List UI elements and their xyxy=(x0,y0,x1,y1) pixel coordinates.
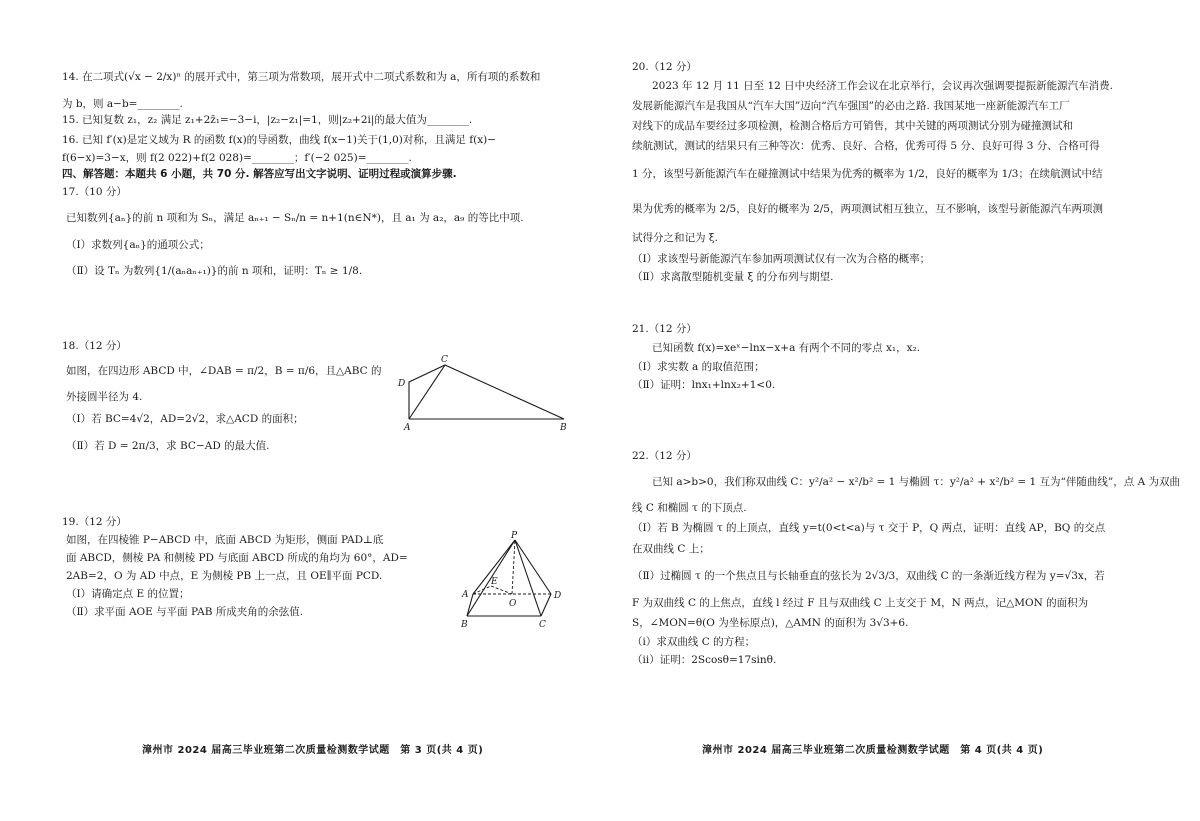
q18-line: 18.（12 分） xyxy=(62,340,127,352)
label-p: P xyxy=(511,531,518,541)
section-4-heading: 四、解答题：本题共 6 小题，共 70 分. 解答应写出文字说明、证明过程或演算步骤. xyxy=(62,168,457,180)
figure-quadrilateral-abcd xyxy=(392,352,577,434)
q22-line: （Ⅱ）过椭圆 τ 的一个焦点且与长轴垂直的弦长为 2√3/3，双曲线 C 的一条渐近线方程为 y=√3x，若 xyxy=(632,570,1105,582)
q19-line: 19.（12 分） xyxy=(62,516,127,528)
question-16 xyxy=(62,131,496,167)
q21-line: （Ⅱ）证明：lnx₁+lnx₂+1<0. xyxy=(632,379,776,391)
q17-line: 已知数列{aₙ}的前 n 项和为 Sₙ，满足 aₙ₊₁ − Sₙ/n = n+1(n∈N*)，且 a₁ 为 a₂，a₉ 的等比中项. xyxy=(66,212,524,224)
question-19 xyxy=(62,513,408,621)
q20-line: 20.（12 分） xyxy=(632,61,697,73)
label-b: B xyxy=(560,423,567,433)
question-17 xyxy=(62,183,524,287)
q22-line: 已知 a>b>0，我们称双曲线 C：y²/a² − x²/b² = 1 与椭圆 τ：y²/a² + x²/b² = 1 互为“伴随曲线”，点 A 为双曲 xyxy=(652,476,1181,488)
q18-line: （Ⅱ）若 D = 2π/3，求 BC−AD 的最大值. xyxy=(66,440,270,452)
q20-line: 续航测试，测试的结果只有三种等次：优秀、良好、合格，优秀可得 5 分、良好可得 3 分、合格可得 xyxy=(632,140,1100,152)
question-20 xyxy=(632,58,1113,286)
page-4-footer: 漳州市 2024 届高三毕业班第二次质量检测数学试题 第 4 页(共 4 页) xyxy=(702,745,1044,756)
q22-line: （ⅱ）证明：2Scosθ=17sinθ. xyxy=(632,654,777,666)
q16-line: f(6−x)=3−x，则 f(2 022)+f(2 028)=________；f′(−2 025)=________. xyxy=(62,152,412,164)
q22-line: 线 C 和椭圆 τ 的下顶点. xyxy=(632,502,747,514)
q17-line: 17.（10 分） xyxy=(62,186,127,198)
label-d: D xyxy=(398,379,406,389)
q22-line: S，∠MON=θ(O 为坐标原点)，△AMN 的面积为 3√3+6. xyxy=(632,617,909,629)
question-18 xyxy=(62,337,381,461)
q19-line: 面 ABCD，侧棱 PA 和侧棱 PD 与底面 ABCD 所成的角均为 60°，AD= xyxy=(66,552,408,564)
label-c: C xyxy=(539,620,546,630)
figure-pyramid-pabcd xyxy=(455,528,575,633)
q20-line: 试得分之和记为 ξ. xyxy=(632,232,718,244)
q21-line: （Ⅰ）求实数 a 的取值范围； xyxy=(632,361,765,373)
q18-line: 如图，在四边形 ABCD 中，∠DAB = π/2，B = π/6，且△ABC 的 xyxy=(66,365,382,377)
q20-line: 果为优秀的概率为 2/5，良好的概率为 2/5，两项测试相互独立，互不影响，该型号新能源汽车两项测 xyxy=(632,203,1103,215)
question-15: 15. 已知复数 z₁，z₂ 满足 z₁+2z̄₁=−3−i，|z₂−z₁|=1，则|z₂+2i|的最大值为________. xyxy=(62,114,473,126)
q20-line: 发展新能源汽车是我国从“汽车大国”迈向“汽车强国”的必由之路. 我国某地一座新能源汽车工厂 xyxy=(632,100,1070,112)
quadrilateral-outline xyxy=(409,365,564,419)
q22-line: （ⅰ）求双曲线 C 的方程； xyxy=(632,636,756,648)
label-b: B xyxy=(461,620,468,630)
q18-line: 外接圆半径为 4. xyxy=(66,391,143,403)
q22-line: 在双曲线 C 上； xyxy=(632,543,710,555)
q17-line: （Ⅰ）求数列{aₙ}的通项公式； xyxy=(66,239,210,251)
q20-line: （Ⅰ）求该型号新能源汽车参加两项测试仅有一次为合格的概率； xyxy=(632,253,931,265)
q20-line: 2023 年 12 月 11 日至 12 日中央经济工作会议在北京举行，会议再次强调要提振新能源汽车消费. xyxy=(652,80,1114,92)
q21-line: 已知函数 f(x)=xeˣ−lnx−x+a 有两个不同的零点 x₁，x₂. xyxy=(652,342,921,354)
q20-line: 1 分，该型号新能源汽车在碰撞测试中结果为优秀的概率为 1/2，良好的概率为 1/3；在续航测试中结 xyxy=(632,168,1103,180)
q16-line: 16. 已知 f′(x)是定义域为 R 的函数 f(x)的导函数，曲线 f(x−1)关于(1,0)对称，且满足 f(x)− xyxy=(62,134,497,146)
q19-line: 2AB=2，O 为 AD 中点，E 为侧棱 PB 上一点，且 OE∥平面 PCD. xyxy=(66,570,383,582)
label-o: O xyxy=(509,599,517,609)
q14-line: 14. 在二项式(√x − 2/x)ⁿ 的展开式中，第三项为常数项，展开式中二项式系数和为 a，所有项的系数和 xyxy=(62,71,541,83)
q19-line: 如图，在四棱锥 P−ABCD 中，底面 ABCD 为矩形，侧面 PAD⊥底 xyxy=(66,534,384,546)
q20-line: 对线下的成品车要经过多项检测，检测合格后方可销售，其中关键的两项测试分别为碰撞测试和 xyxy=(632,120,1073,132)
q20-line: （Ⅱ）求离散型随机变量 ξ 的分布列与期望. xyxy=(632,271,834,283)
page-3-footer: 漳州市 2024 届高三毕业班第二次质量检测数学试题 第 3 页(共 4 页) xyxy=(142,745,484,756)
question-14 xyxy=(62,60,540,114)
q17-line: （Ⅱ）设 Tₙ 为数列{1/(aₙaₙ₊₁)}的前 n 项和，证明：Tₙ ≥ 1/8. xyxy=(66,265,363,277)
label-c: C xyxy=(441,355,448,365)
q22-line: 22.（12 分） xyxy=(632,450,697,462)
label-a: A xyxy=(462,590,469,600)
q18-line: （Ⅰ）若 BC=4√2，AD=2√2，求△ACD 的面积； xyxy=(66,413,304,425)
q21-line: 21.（12 分） xyxy=(632,323,697,335)
page-4 xyxy=(600,0,1200,821)
q19-line: （Ⅰ）请确定点 E 的位置； xyxy=(66,588,190,600)
q22-line: F 为双曲线 C 的上焦点，直线 l 经过 F 且与双曲线 C 上支交于 M，N 两点，记△MON 的面积为 xyxy=(632,597,1089,609)
question-22 xyxy=(632,447,1180,669)
label-a: A xyxy=(404,423,411,433)
q19-line: （Ⅱ）求平面 AOE 与平面 PAB 所成夹角的余弦值. xyxy=(66,606,304,618)
question-21 xyxy=(632,320,920,394)
q14-line: 为 b，则 a−b=________. xyxy=(62,98,183,110)
label-e: E xyxy=(491,577,498,587)
label-d: D xyxy=(554,591,562,601)
q22-line: （Ⅰ）若 B 为椭圆 τ 的上顶点，直线 y=t(0<t<a)与 τ 交于 P，Q 两点，证明：直线 AP，BQ 的交点 xyxy=(632,522,1106,534)
